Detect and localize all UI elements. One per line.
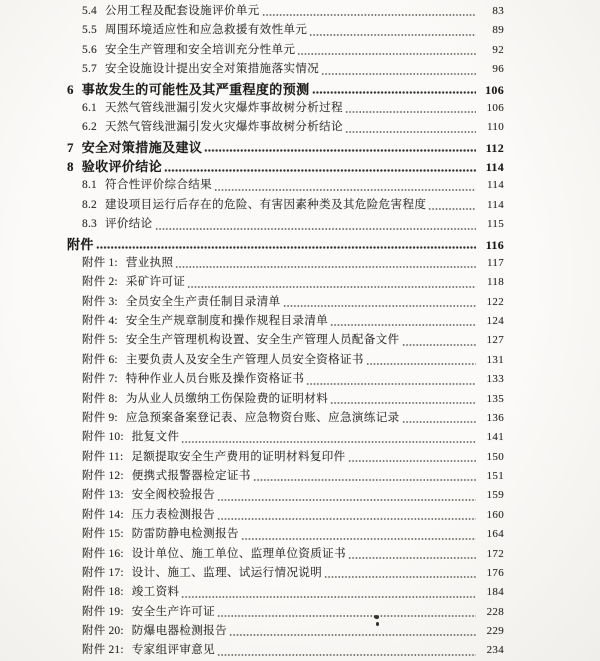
toc-entry-title: 事故发生的可能性及其严重程度的预测 — [81, 81, 310, 97]
toc-entry — [67, 351, 504, 370]
toc-entry — [67, 235, 504, 254]
toc-entry-page: 150 — [486, 450, 504, 463]
toc-entry-title: 符合性评价综合结果 — [104, 179, 213, 192]
toc-entry-number: 附件 10: — [82, 431, 124, 444]
toc-entry-title: 应急预案备案登记表、应急物资台账、应急演练记录 — [125, 411, 400, 424]
toc-entry-page: 89 — [492, 24, 504, 37]
toc-entry-page: 151 — [486, 470, 504, 482]
ink-smudge-artifact — [372, 615, 382, 629]
toc-entry — [67, 254, 504, 273]
dot-leader — [348, 448, 476, 467]
dot-leader — [306, 370, 476, 389]
toc-entry — [67, 118, 504, 137]
toc-entry-page: 176 — [486, 566, 504, 579]
toc-entry — [67, 176, 504, 195]
toc-entry — [67, 390, 504, 409]
toc-entry-number: 5.6 — [82, 43, 97, 56]
toc-entry-page: 114 — [485, 160, 504, 174]
dot-leader — [217, 506, 476, 525]
toc-entry-number: 7 — [67, 139, 74, 155]
toc-entry — [67, 409, 504, 428]
toc-entry-number: 附件 14: — [82, 508, 124, 521]
dot-leader — [297, 41, 476, 60]
toc-entry-title: 安全设施设计提出安全对策措施落实情况 — [104, 63, 320, 76]
dot-leader — [214, 176, 476, 195]
toc-entry-title: 验收评价结论 — [81, 159, 163, 174]
toc-entry-title: 为从业人员缴纳工伤保险费的证明材料 — [125, 392, 329, 405]
toc-entry-number: 5.5 — [82, 24, 97, 37]
toc-entry-number: 附件 3: — [82, 295, 118, 308]
toc-entry-number: 附件 16: — [82, 547, 124, 560]
toc-entry — [67, 448, 504, 467]
dot-leader — [330, 312, 476, 331]
dot-leader — [181, 583, 476, 602]
toc-entry-page: 172 — [486, 547, 504, 560]
toc-entry-page: 127 — [486, 334, 504, 347]
toc-entry-number: 5.4 — [82, 5, 97, 17]
toc-entry — [67, 525, 504, 544]
toc-entry — [67, 196, 504, 215]
toc-entry — [67, 60, 504, 79]
toc-entry-page: 159 — [486, 489, 504, 502]
toc-entry — [67, 21, 504, 40]
toc-entry — [67, 506, 504, 525]
toc-entry-title: 安全生产管理和安全培训充分性单元 — [104, 43, 296, 56]
toc-entry-number: 附件 2: — [82, 276, 118, 289]
toc-entry-page: 135 — [486, 392, 504, 405]
toc-entry-number: 附件 12: — [82, 470, 124, 482]
dot-leader — [155, 215, 476, 234]
toc-entry-number: 附件 6: — [82, 353, 118, 366]
toc-entry-title: 防雷防静电检测报告 — [131, 528, 239, 541]
toc-entry-number: 8.2 — [82, 198, 97, 211]
toc-entry — [67, 293, 504, 312]
toc-entry — [67, 80, 504, 99]
toc-entry-page: 115 — [487, 218, 504, 231]
toc-entry — [67, 622, 504, 641]
toc-entry-title: 采矿许可证 — [125, 276, 186, 289]
toc-entry — [67, 641, 504, 660]
toc-entry-title: 设计单位、施工单位、监理单位资质证书 — [131, 547, 346, 560]
toc-entry-title: 专家组评审意见 — [131, 644, 216, 657]
dot-leader — [217, 603, 476, 622]
toc-entry-number: 附件 4: — [82, 315, 118, 327]
toc-entry — [67, 157, 504, 176]
toc-entry — [67, 331, 504, 350]
toc-entry-page: 106 — [486, 101, 504, 114]
toc-entry-number: 附件 11: — [82, 450, 124, 463]
toc-entry-page: 184 — [486, 586, 504, 599]
toc-entry-page: 136 — [486, 411, 504, 424]
toc-entry — [67, 486, 504, 505]
toc-entry-page: 234 — [486, 644, 504, 657]
toc-entry-title: 安全生产规章制度和操作规程目录清单 — [125, 315, 329, 327]
toc-entry — [67, 138, 504, 157]
toc-entry-number: 8.1 — [82, 179, 97, 192]
toc-entry-title: 特种作业人员台账及操作资格证书 — [125, 373, 305, 386]
dot-leader — [217, 486, 476, 505]
toc-entry — [67, 545, 504, 564]
toc-entry — [67, 273, 504, 292]
dot-leader — [312, 80, 476, 99]
dot-leader — [330, 390, 476, 409]
dot-leader — [187, 273, 476, 292]
toc-entry-page: 83 — [492, 5, 504, 17]
toc-entry-title: 便携式报警器检定证书 — [131, 470, 251, 482]
toc-entry-title: 建设项目运行后存在的危险、有害因素种类及其危险危害程度 — [104, 198, 427, 211]
dot-leader — [96, 235, 476, 254]
toc-entry-title: 天然气管线泄漏引发火灾爆炸事故树分析过程 — [104, 101, 343, 114]
toc-entry-page: 124 — [486, 315, 504, 327]
dot-leader — [321, 60, 476, 79]
toc-entry-title: 设计、施工、监理、试运行情况说明 — [131, 566, 323, 579]
toc-entry — [67, 603, 504, 622]
toc-entry-number: 附件 9: — [82, 411, 118, 424]
toc-entry-page: 106 — [485, 82, 504, 97]
toc-entry-title: 全员安全生产责任制目录清单 — [125, 295, 281, 308]
toc-entry-number: 6.1 — [82, 101, 97, 114]
toc-entry-page: 112 — [485, 140, 504, 155]
toc-entry — [67, 564, 504, 583]
toc-entry-number: 附件 8: — [82, 392, 118, 405]
toc-entry — [67, 99, 504, 118]
dot-leader — [309, 21, 476, 40]
dot-leader — [428, 196, 476, 215]
dot-leader — [204, 138, 476, 157]
toc-entry — [67, 370, 504, 389]
dot-leader — [324, 564, 476, 583]
toc-entry-page: 164 — [486, 528, 504, 541]
toc-entry — [67, 2, 504, 21]
toc-entry-number: 附件 20: — [82, 625, 124, 637]
toc-entry-title: 竣工资料 — [131, 586, 180, 599]
toc-entry-number: 附件 1: — [82, 256, 118, 269]
toc-entry-number: 附件 15: — [82, 528, 124, 541]
toc-entry-page: 114 — [487, 179, 504, 192]
toc-entry-number: 附件 18: — [82, 586, 124, 599]
toc-entry — [67, 428, 504, 447]
toc-entry-title: 批复文件 — [131, 431, 180, 444]
toc-entry-title: 周围环境适应性和应急救援有效性单元 — [104, 24, 308, 37]
toc-entry-number: 6.2 — [82, 121, 97, 134]
toc-entry — [67, 41, 504, 60]
toc-entry-number: 附件 21: — [82, 644, 124, 657]
toc-entry-title: 安全生产许可证 — [131, 605, 216, 618]
dot-leader — [229, 622, 476, 641]
toc-entry-title: 安全生产管理机构设置、安全生产管理人员配备文件 — [125, 334, 400, 347]
toc-entry-title: 压力表检测报告 — [131, 508, 216, 521]
toc-entry-page: 116 — [485, 237, 504, 252]
dot-leader — [164, 157, 476, 176]
toc-entry-title: 营业执照 — [125, 256, 174, 269]
toc-entry-page: 228 — [486, 605, 504, 618]
toc-entry-page: 114 — [487, 198, 504, 211]
toc-entry — [67, 467, 504, 486]
dot-leader — [402, 409, 476, 428]
toc-entry-number: 8.3 — [82, 218, 97, 231]
dot-leader — [402, 331, 476, 350]
toc-entry-page: 160 — [486, 508, 504, 521]
toc-entry-title: 公用工程及配套设施评价单元 — [104, 5, 260, 17]
toc-entry-number: 附件 5: — [82, 334, 118, 347]
toc-entry-number: 5.7 — [82, 63, 97, 76]
toc-entry-number: 6 — [67, 81, 74, 97]
dot-leader — [241, 525, 476, 544]
toc-entry-number: 附件 13: — [82, 489, 124, 502]
dot-leader — [366, 351, 476, 370]
toc-entry-page: 118 — [487, 276, 504, 289]
dot-leader — [175, 254, 476, 273]
toc-entry — [67, 312, 504, 331]
dot-leader — [348, 545, 476, 564]
dot-leader — [262, 2, 476, 21]
dot-leader — [253, 467, 476, 486]
dot-leader — [283, 293, 476, 312]
dot-leader — [181, 428, 476, 447]
toc-entry — [67, 215, 504, 234]
toc-entry-number: 附件 7: — [82, 373, 118, 386]
toc-entry-title: 安全阀校验报告 — [131, 489, 216, 502]
toc-entry-page: 110 — [487, 121, 504, 134]
toc-entry-page: 122 — [486, 295, 504, 308]
dot-leader — [345, 118, 476, 137]
toc-entry-title: 足额提取安全生产费用的证明材料复印件 — [131, 450, 346, 463]
dot-leader — [217, 641, 476, 660]
toc-entry-title: 主要负责人及安全生产管理人员安全资格证书 — [125, 353, 364, 366]
toc-entry — [67, 583, 504, 602]
toc-entry-title: 评价结论 — [104, 218, 153, 231]
toc-entry-number: 8 — [67, 159, 74, 174]
toc-entry-page: 117 — [487, 256, 504, 269]
toc-entry-title: 防爆电器检测报告 — [131, 625, 227, 637]
toc-entry-title: 天然气管线泄漏引发火灾爆炸事故树分析结论 — [104, 121, 343, 134]
toc-list — [67, 2, 504, 661]
toc-entry-number: 附件 19: — [82, 605, 124, 618]
dot-leader — [345, 99, 476, 118]
toc-entry-page: 92 — [492, 43, 504, 56]
toc-entry-page: 229 — [486, 625, 504, 637]
toc-entry-number: 附件 17: — [82, 566, 124, 579]
toc-entry-page: 96 — [492, 63, 504, 76]
toc-entry-page: 133 — [486, 373, 504, 386]
toc-entry-page: 141 — [486, 431, 504, 444]
toc-entry-page: 131 — [486, 353, 504, 366]
toc-entry-title: 安全对策措施及建议 — [81, 139, 203, 155]
toc-entry-title: 附件 — [67, 236, 94, 252]
